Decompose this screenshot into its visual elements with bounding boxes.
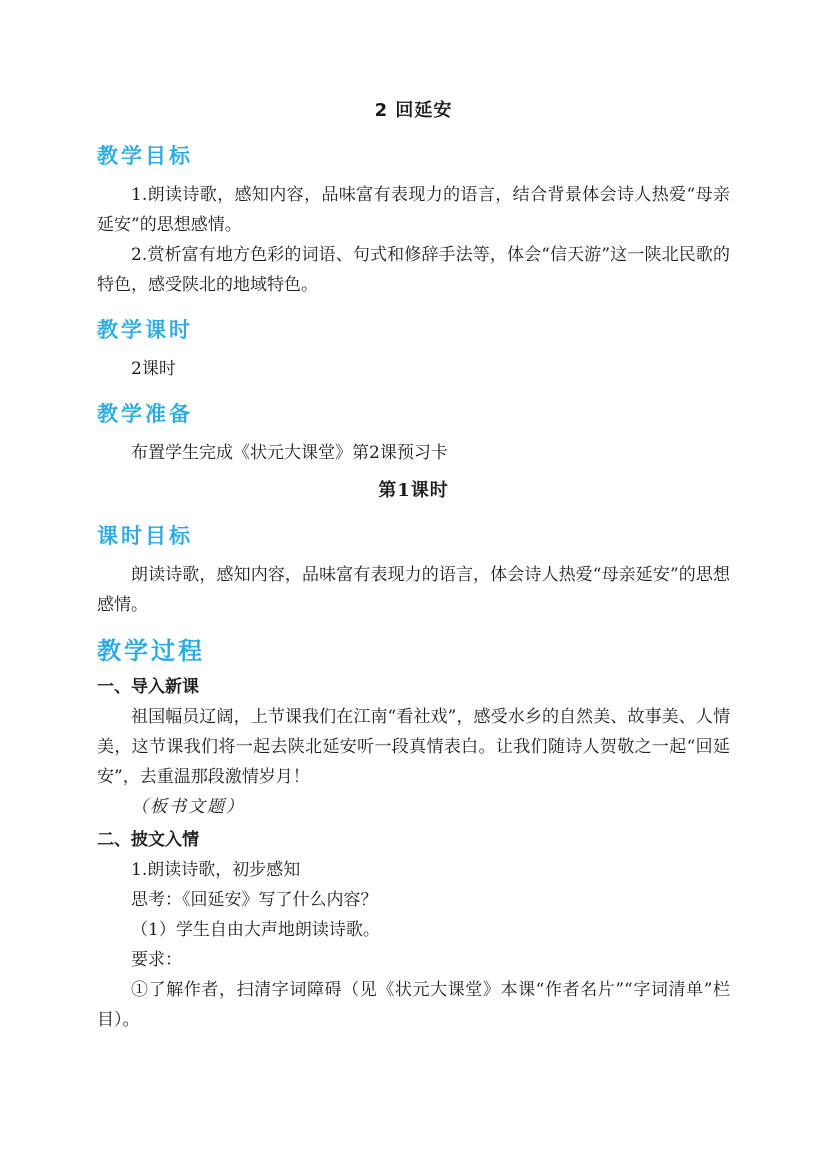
periods-text: 2课时 [131, 359, 176, 379]
part1-intro-paragraph: 祖国幅员辽阔，上节课我们在江南“看社戏”，感受水乡的自然美、故事美、人情美，这节课我们将一起去陕北延安听一段真情表白。让我们随诗人贺敬之一起“回延安”，去重温那段激情岁月！ [97, 707, 730, 787]
heading-teaching-objectives: 教学目标 [97, 144, 193, 168]
heading-teaching-periods: 教学课时 [97, 318, 193, 342]
lesson-title: 2 回延安 [374, 100, 453, 121]
part2-item-1: 1.朗读诗歌，初步感知 [131, 860, 301, 880]
period-goal-text: 朗读诗歌，感知内容，品味富有表现力的语言，体会诗人热爱“母亲延安”的思想感情。 [97, 565, 730, 615]
part1-board-note: （板书文题） [131, 797, 245, 817]
heading-period-goal: 课时目标 [97, 524, 193, 548]
preparation-text: 布置学生完成《状元大课堂》第2课预习卡 [131, 443, 448, 463]
objective-item-2: 2.赏析富有地方色彩的词语、句式和修辞手法等，体会“信天游”这一陕北民歌的特色，感受陕北的地域特色。 [97, 245, 730, 295]
heading-part2-enter-text-emotion: 二、披文入情 [97, 830, 199, 850]
heading-teaching-process: 教学过程 [97, 637, 205, 665]
heading-part1-introduce-new-lesson: 一、导入新课 [97, 677, 199, 697]
part2-item-5: ①了解作者，扫清字词障碍（见《状元大课堂》本课“作者名片”“字词清单”栏目）。 [97, 980, 730, 1030]
part2-item-3: （1）学生自由大声地朗读诗歌。 [131, 920, 380, 940]
part2-item-2: 思考：《回延安》写了什么内容？ [131, 890, 378, 910]
part2-item-4: 要求： [131, 950, 182, 970]
objective-item-1: 1.朗读诗歌，感知内容，品味富有表现力的语言，结合背景体会诗人热爱“母亲延安”的思想感情。 [97, 185, 730, 235]
lesson1-subtitle: 第1课时 [378, 480, 449, 501]
heading-teaching-preparation: 教学准备 [97, 402, 193, 426]
